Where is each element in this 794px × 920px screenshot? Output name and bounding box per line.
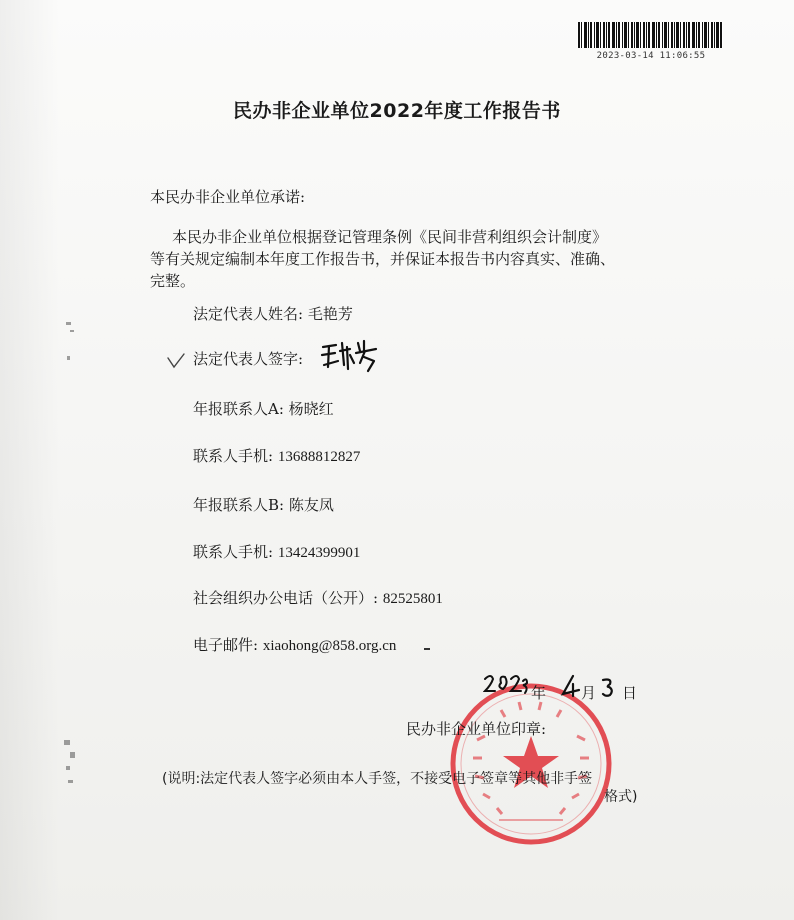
legal-rep-name-field [193, 303, 353, 324]
contact-a-value: 杨晓红 [288, 400, 334, 418]
contact-b-label: 年报联系人B: [193, 496, 285, 514]
phone-a-value: 13688812827 [277, 449, 361, 465]
commitment-line-3: 完整。 [150, 272, 196, 290]
page-edge-shadow [0, 0, 60, 920]
barcode-image [577, 22, 723, 48]
phone-a-field [193, 445, 360, 466]
legal-rep-signature-field [193, 348, 303, 369]
handwritten-year [483, 671, 529, 697]
official-seal-icon [447, 680, 615, 848]
document-title: 民办非企业单位2022年度工作报告书 [233, 100, 561, 122]
handwritten-day [600, 676, 616, 698]
contact-a-field [193, 398, 334, 419]
date-month-char: 月 [581, 684, 597, 702]
phone-a-label: 联系人手机: [193, 447, 274, 465]
contact-a-label: 年报联系人A: [193, 400, 284, 418]
note-line-2: 格式) [604, 789, 638, 805]
contact-b-value: 陈友凤 [288, 496, 334, 514]
legal-rep-name-value: 毛艳芳 [307, 305, 353, 323]
date-day-char: 日 [622, 684, 638, 702]
date-year-char: 年 [531, 684, 547, 702]
email-field [193, 634, 396, 655]
legal-rep-name-label: 法定代表人姓名: [193, 305, 304, 323]
phone-b-field [193, 541, 360, 562]
commitment-line-2: 等有关规定编制本年度工作报告书，并保证本报告书内容真实、准确、 [150, 250, 616, 268]
handwritten-month [559, 674, 581, 698]
office-phone-label: 社会组织办公电话（公开）: [193, 589, 379, 607]
note-line-1: (说明:法定代表人签字必须由本人手签，不接受电子签章等其他非手签 [162, 771, 593, 787]
contact-b-field [193, 494, 334, 515]
barcode-timestamp: 2023-03-14 11:06:55 [596, 51, 706, 61]
email-value: xiaohong@858.org.cn [262, 638, 397, 654]
email-label: 电子邮件: [193, 636, 259, 654]
phone-b-value: 13424399901 [277, 545, 361, 561]
handwritten-signature [320, 337, 380, 373]
office-phone-field [193, 587, 443, 608]
legal-rep-signature-label: 法定代表人签字: [193, 350, 304, 368]
stray-mark [424, 648, 430, 650]
commitment-heading: 本民办非企业单位承诺: [150, 188, 306, 206]
check-mark-icon [166, 352, 186, 370]
seal-label: 民办非企业单位印章: [406, 720, 547, 738]
phone-b-label: 联系人手机: [193, 543, 274, 561]
commitment-line-1: 本民办非企业单位根据登记管理条例《民间非营利组织会计制度》 [172, 228, 608, 246]
office-phone-value: 82525801 [382, 591, 443, 607]
